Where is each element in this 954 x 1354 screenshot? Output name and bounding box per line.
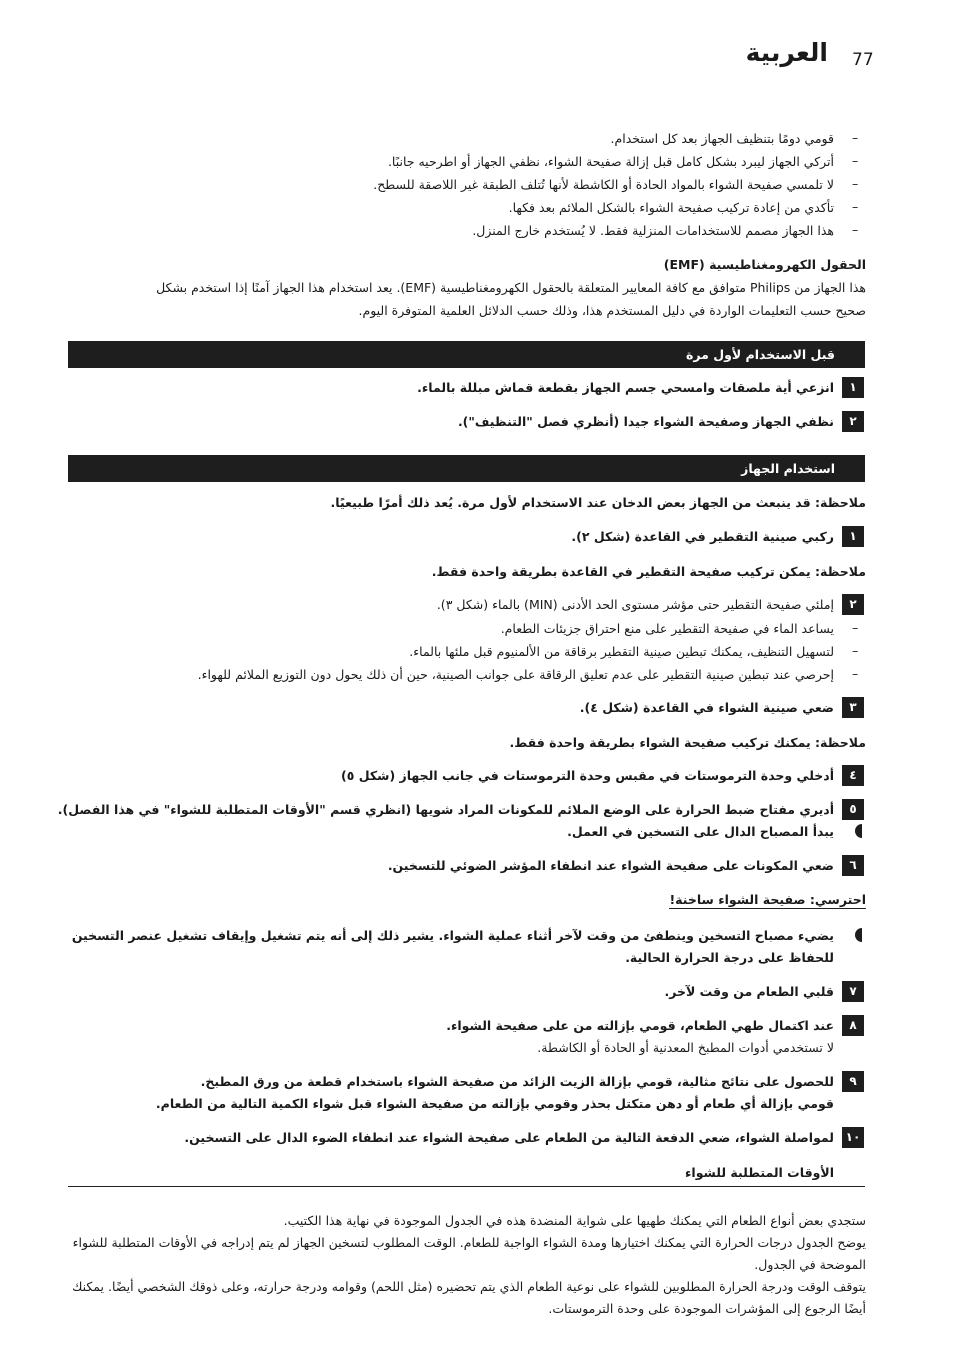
list-item: لا تلمسي صفيحة الشواء بالمواد الحادة أو الكاشطة لأنها تُتلف الطبقة غير اللاصقة للسطح. bbox=[373, 177, 834, 192]
list-item: يساعد الماء في صفيحة التقطير على منع احتراق جزيئات الطعام. bbox=[500, 621, 834, 636]
step-text: أدخلي وحدة الترموستات في مقبس وحدة الترموستات في جانب الجهاز (شكل ٥) bbox=[341, 768, 834, 783]
step-number: ٧ bbox=[842, 981, 864, 1002]
list-item: قومي دومًا بتنظيف الجهاز بعد كل استخدام. bbox=[610, 131, 834, 146]
dash-marker: – bbox=[852, 643, 859, 658]
step-subtext: لا تستخدمي أدوات المطبخ المعدنية أو الحادة أو الكاشطة. bbox=[537, 1040, 834, 1055]
emf-text-line: صحيح حسب التعليمات الواردة في دليل المستخدم هذا، وذلك حسب الدلائل العلمية المتوفرة اليوم. bbox=[358, 303, 866, 318]
step-number: ٢ bbox=[842, 594, 864, 615]
section-bar-before-first-use bbox=[68, 341, 865, 368]
step-number: ٨ bbox=[842, 1015, 864, 1036]
step-number: ٩ bbox=[842, 1071, 864, 1092]
step-text: نظفي الجهاز وصفيحة الشواء جيدا (أنظري فصل "التنظيف"). bbox=[457, 414, 834, 429]
step-text: انزعي أية ملصقات وامسحي جسم الجهاز بقطعة قماش مبللة بالماء. bbox=[417, 380, 834, 395]
bullet-text: يبدأ المصباح الدال على التسخين في العمل. bbox=[567, 824, 834, 839]
bullet-marker bbox=[852, 928, 862, 942]
divider bbox=[68, 1186, 865, 1187]
caution-label: احترسي: صفيحة الشواء ساخنة! bbox=[669, 892, 866, 907]
bullet-marker bbox=[852, 824, 862, 838]
dash-marker: – bbox=[852, 153, 859, 168]
list-item: هذا الجهاز مصمم للاستخدامات المنزلية فقط. لا يُستخدم خارج المنزل. bbox=[472, 223, 834, 238]
emf-text-line: هذا الجهاز من Philips متوافق مع كافة المعايير المتعلقة بالحقول الكهرومغناطيسية (EMF). يعد استخدام هذا الجهاز آمنًا إذا استخدم بشكل bbox=[156, 280, 866, 295]
paragraph: ستجدي بعض أنواع الطعام التي يمكنك طهيها على شواية المنضدة هذه في الجدول الموجودة في نهاية هذا الكتيب. bbox=[283, 1213, 866, 1228]
list-item: تأكدي من إعادة تركيب صفيحة الشواء بالشكل الملائم بعد فكها. bbox=[508, 200, 834, 215]
dash-marker: – bbox=[852, 130, 859, 145]
step-number: ٥ bbox=[842, 799, 864, 820]
dash-marker: – bbox=[852, 176, 859, 191]
section-heading-times: الأوقات المتطلبة للشواء bbox=[685, 1165, 834, 1180]
paragraph: يتوقف الوقت ودرجة الحرارة المطلوبين للشواء على نوعية الطعام الذي يتم تحضيره (مثل اللحم) وقوامه ودرجة حرارته، وعلى ذوقك الشخصي أيضًا. يمكنك أيضًا الرجوع إلى المؤشرات الموجودة على وحدة الترموستات. bbox=[72, 1279, 866, 1316]
step-text: للحصول على نتائج مثالية، قومي بإزالة الزيت الزائد من صفيحة الشواء باستخدام قطعة من ورق المطبخ. bbox=[200, 1074, 834, 1089]
bullet-text: للحفاظ على درجة الحرارة الحالية. bbox=[625, 950, 834, 965]
paragraph: يوضح الجدول درجات الحرارة التي يمكنك اختيارها ومدة الشواء الواجبة للطعام. الوقت المطلوب لتسخين الجهاز لم يتم إدراجه في الأوقات المتطلبة للشواء الموضحة في الجدول. bbox=[72, 1235, 866, 1272]
step-number: ٢ bbox=[842, 411, 864, 432]
list-item: إحرصي عند تبطين صينية التقطير على عدم تعليق الرقاقة على جوانب الصينية، حين أن ذلك يحول دون التوزيع الملائم للهواء. bbox=[197, 667, 834, 682]
note: ملاحظة: يمكنك تركيب صفيحة الشواء بطريقة واحدة فقط. bbox=[509, 735, 866, 750]
page-title: العربية bbox=[745, 38, 828, 67]
step-text: عند اكتمال طهي الطعام، قومي بإزالته من على صفيحة الشواء. bbox=[446, 1018, 834, 1033]
dash-marker: – bbox=[852, 620, 859, 635]
section-title: استخدام الجهاز bbox=[741, 461, 835, 476]
section-title: قبل الاستخدام لأول مرة bbox=[686, 347, 835, 362]
step-number: ٤ bbox=[842, 765, 864, 786]
page-number: 77 bbox=[852, 50, 874, 70]
step-number: ١ bbox=[842, 526, 864, 547]
step-number: ١ bbox=[842, 377, 864, 398]
step-text: إملئي صفيحة التقطير حتى مؤشر مستوى الحد الأدنى (MIN) بالماء (شكل ٣). bbox=[436, 597, 834, 612]
bullet-text: يضيء مصباح التسخين وينطفئ من وقت لآخر أثناء عملية الشواء. يشير ذلك إلى أنه يتم تشغيل وإيقاف تشغيل عنصر التسخين bbox=[71, 928, 834, 943]
step-text: لمواصلة الشواء، ضعي الدفعة التالية من الطعام على صفيحة الشواء عند انطفاء الضوء الدال على التسخين. bbox=[184, 1130, 834, 1145]
step-number: ١٠ bbox=[842, 1127, 864, 1148]
dash-marker: – bbox=[852, 222, 859, 237]
step-text: ضعي صينية الشواء في القاعدة (شكل ٤). bbox=[579, 700, 834, 715]
dash-marker: – bbox=[852, 199, 859, 214]
step-text: قلبي الطعام من وقت لآخر. bbox=[664, 984, 834, 999]
step-text: قومي بإزالة أي طعام أو دهن متكتل بحذر وقومي بإزالته من صفيحة الشواء قبل شواء الكمية التالية من الطعام. bbox=[155, 1096, 834, 1111]
emf-heading: الحقول الكهرومغناطيسية (EMF) bbox=[663, 257, 866, 272]
step-text: أديري مفتاح ضبط الحرارة على الوضع الملائم للمكونات المراد شويها (انظري قسم "الأوقات المتطلبة للشواء" في هذا الفصل). bbox=[57, 802, 834, 817]
note: ملاحظة: يمكن تركيب صفيحة التقطير في القاعدة بطريقة واحدة فقط. bbox=[431, 564, 866, 579]
list-item: لتسهيل التنظيف، يمكنك تبطين صينية التقطير برقاقة من الألمنيوم قبل ملئها بالماء. bbox=[409, 644, 834, 659]
dash-marker: – bbox=[852, 666, 859, 681]
step-text: ركبي صينية التقطير في القاعدة (شكل ٢). bbox=[571, 529, 834, 544]
step-text: ضعي المكونات على صفيحة الشواء عند انطفاء المؤشر الضوئي للتسخين. bbox=[387, 858, 834, 873]
step-number: ٦ bbox=[842, 855, 864, 876]
list-item: أتركي الجهاز ليبرد بشكل كامل قبل إزالة صفيحة الشواء، نظفي الجهاز أو اطرحيه جانبًا. bbox=[387, 154, 834, 169]
step-number: ٣ bbox=[842, 697, 864, 718]
section-bar-using bbox=[68, 455, 865, 482]
note: ملاحظة: قد ينبعث من الجهاز بعض الدخان عند الاستخدام لأول مرة. يُعد ذلك أمرًا طبيعيًا. bbox=[330, 495, 866, 510]
